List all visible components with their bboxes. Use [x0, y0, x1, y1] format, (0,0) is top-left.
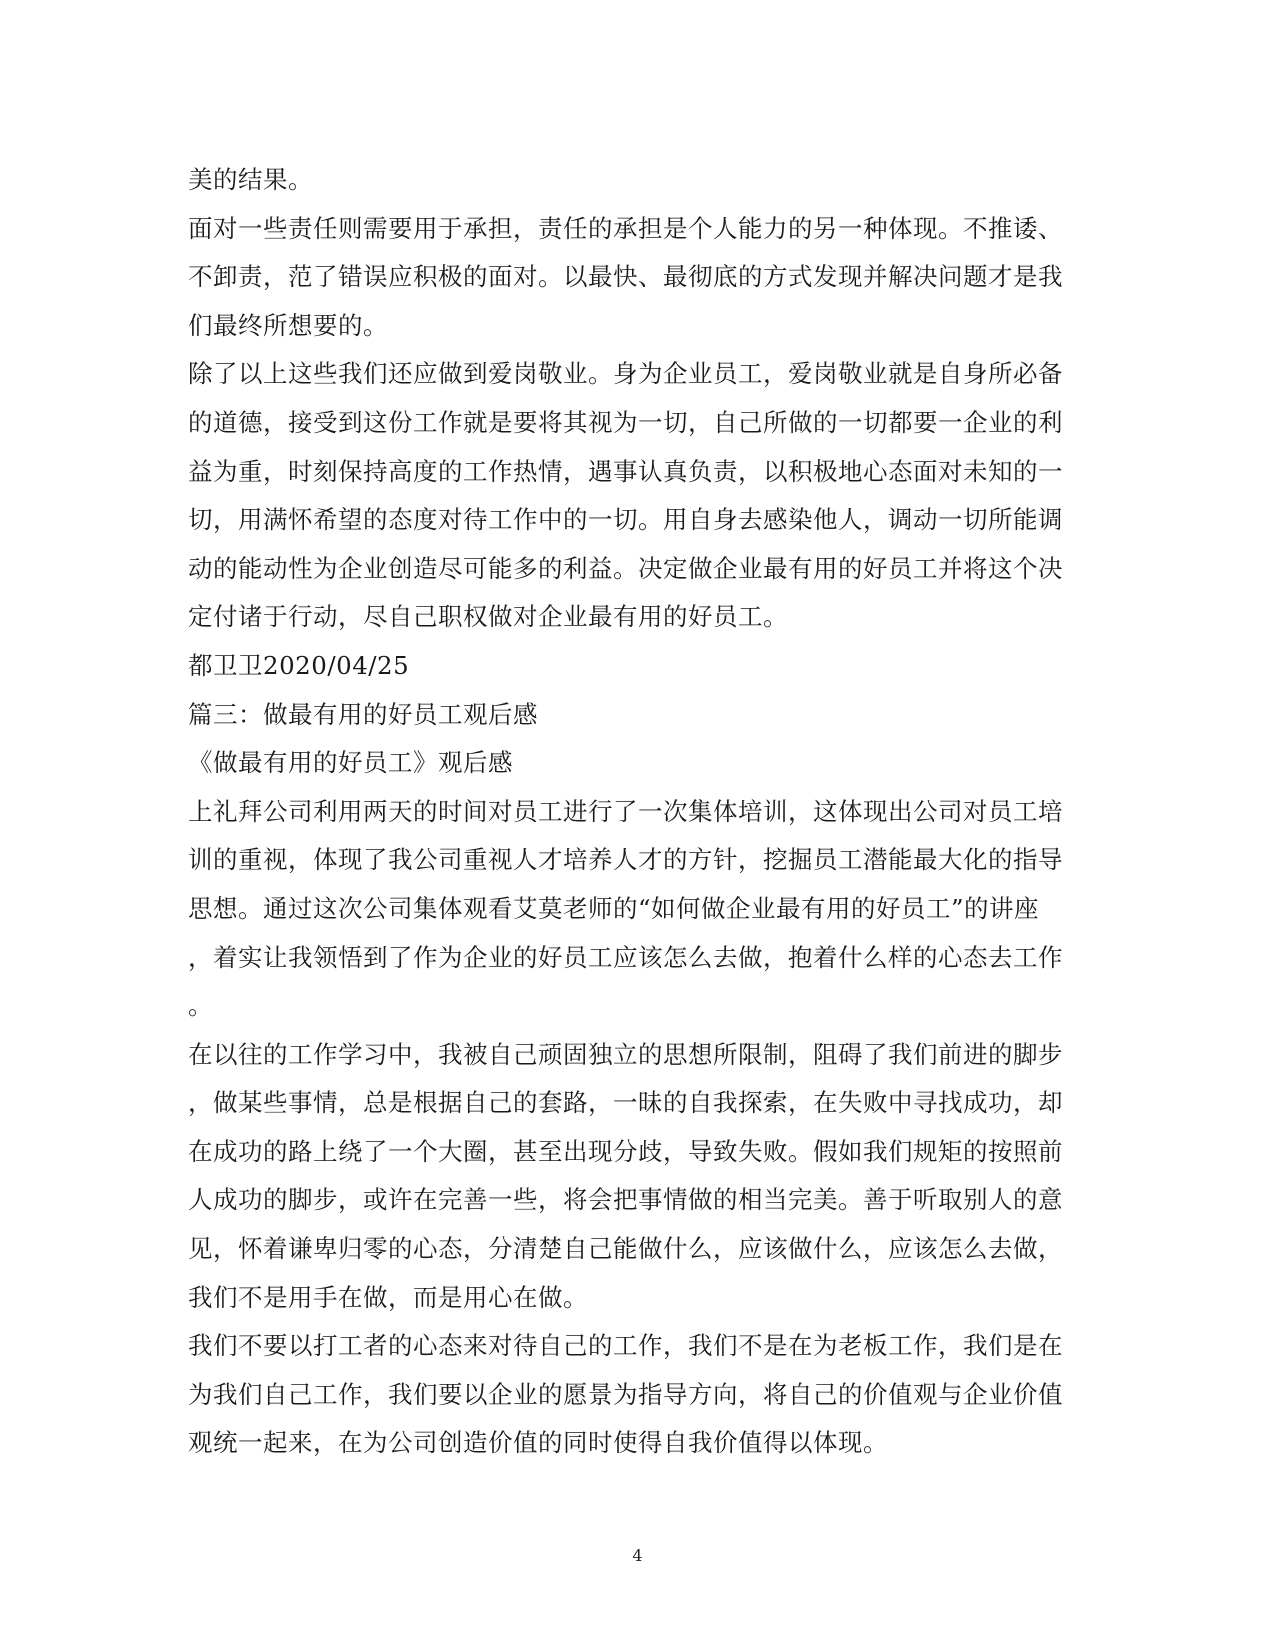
text-line: 为我们自己工作，我们要以企业的愿景为指导方向，将自己的价值观与企业价值 — [188, 1379, 1063, 1409]
text-line: 们最终所想要的。 — [188, 310, 388, 340]
text-line: 人成功的脚步，或许在完善一些，将会把事情做的相当完美。善于听取别人的意 — [188, 1185, 1063, 1215]
page-number: 4 — [632, 1546, 643, 1565]
document-body — [188, 156, 1068, 1468]
section-heading: 篇三：做最有用的好员工观后感 — [188, 699, 538, 729]
text-line: 思想。通过这次公司集体观看艾莫老师的“如何做企业最有用的好员工”的讲座 — [188, 893, 1040, 923]
text-line: 面对一些责任则需要用于承担，责任的承担是个人能力的另一种体现。不推诿、 — [188, 213, 1063, 243]
text-line: 动的能动性为企业创造尽可能多的利益。决定做企业最有用的好员工并将这个决 — [188, 553, 1063, 583]
text-line: ，着实让我领悟到了作为企业的好员工应该怎么去做，抱着什么样的心态去工作 — [188, 942, 1063, 972]
text-line: 的道德，接受到这份工作就是要将其视为一切，自己所做的一切都要一企业的利 — [188, 407, 1063, 437]
text-line: 我们不要以打工者的心态来对待自己的工作，我们不是在为老板工作，我们是在 — [188, 1331, 1063, 1361]
text-line: 见，怀着谦卑归零的心态，分清楚自己能做什么，应该做什么，应该怎么去做， — [188, 1234, 1063, 1264]
text-line: 美的结果。 — [188, 165, 313, 194]
text-line: 益为重，时刻保持高度的工作热情，遇事认真负责，以积极地心态面对未知的一 — [188, 456, 1063, 486]
signature-date-line: 都卫卫2020/04/25 — [188, 650, 410, 680]
text-line: 除了以上这些我们还应做到爱岗敬业。身为企业员工，爱岗敬业就是自身所必备 — [188, 359, 1063, 389]
text-line: 切，用满怀希望的态度对待工作中的一切。用自身去感染他人，调动一切所能调 — [188, 505, 1063, 535]
text-line: 在成功的路上绕了一个大圈，甚至出现分歧，导致失败。假如我们规矩的按照前 — [188, 1136, 1063, 1166]
text-line: 上礼拜公司利用两天的时间对员工进行了一次集体培训，这体现出公司对员工培 — [188, 796, 1063, 826]
text-line: 定付诸于行动，尽自己职权做对企业最有用的好员工。 — [188, 602, 788, 632]
text-line: ，做某些事情，总是根据自己的套路，一昧的自我探索，在失败中寻找成功，却 — [188, 1088, 1063, 1118]
text-line: 我们不是用手在做，而是用心在做。 — [188, 1282, 588, 1312]
text-line: 。 — [188, 991, 213, 1021]
text-line: 在以往的工作学习中，我被自己顽固独立的思想所限制，阻碍了我们前进的脚步 — [188, 1039, 1063, 1069]
text-line: 观统一起来，在为公司创造价值的同时使得自我价值得以体现。 — [188, 1428, 888, 1458]
text-line: 不卸责，范了错误应积极的面对。以最快、最彻底的方式发现并解决问题才是我 — [188, 262, 1063, 292]
text-line: 训的重视，体现了我公司重视人才培养人才的方针，挖掘员工潜能最大化的指导 — [188, 845, 1063, 875]
article-title: 《做最有用的好员工》观后感 — [188, 748, 513, 778]
